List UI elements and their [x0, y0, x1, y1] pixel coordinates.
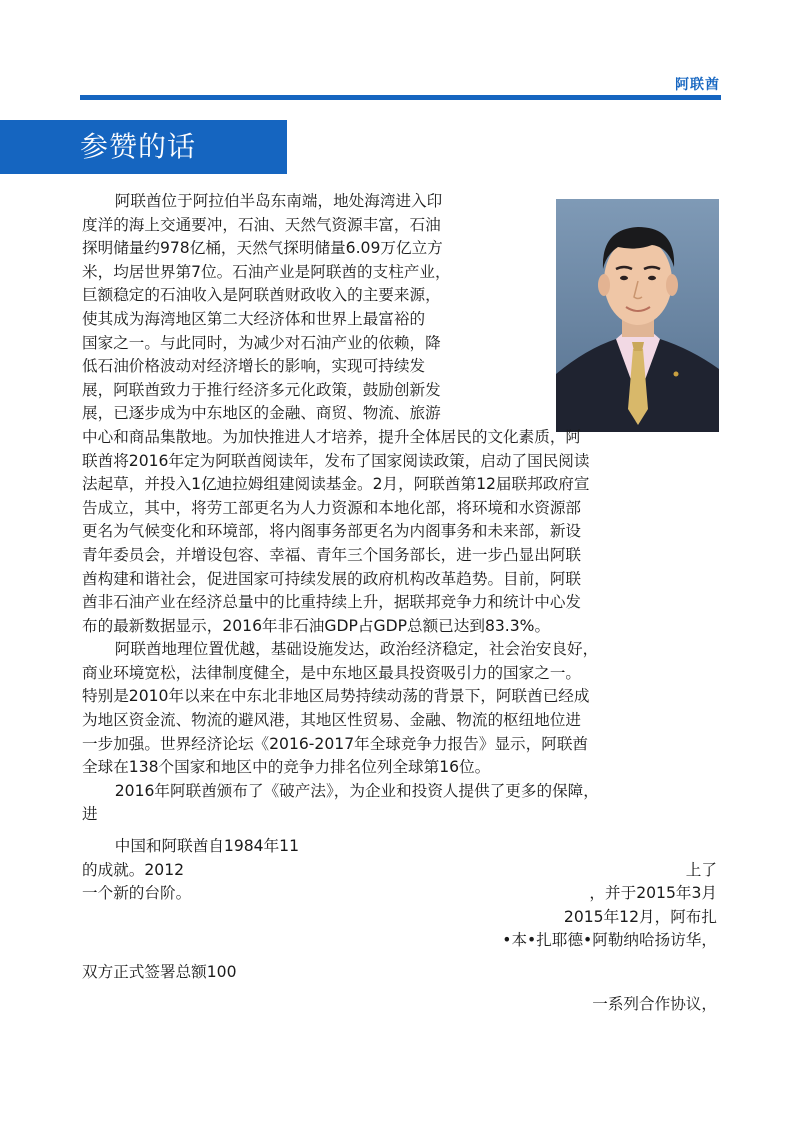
text-line: 2016年阿联酋颁布了《破产法》，为企业和投资人提供了更多的保障， [114, 781, 599, 800]
text-fragment: 一个新的台阶。 [82, 884, 192, 903]
text-line: 度洋的海上交通要冲，石油、天然气资源丰富，石油 [82, 215, 441, 234]
article-body [82, 190, 722, 1016]
running-header-title: 阿联酋 [675, 77, 720, 93]
text-line: 中心和商品集散地。为加快推进人才培养，提升全体居民的文化素质，阿 [82, 427, 582, 446]
text-line: 国家之一。与此同时，为减少对石油产业的依赖，降 [82, 333, 441, 352]
text-fragment: 上了 [685, 860, 717, 879]
text-line: 阿联酋位于阿拉伯半岛东南端，地处海湾进入印 [114, 192, 443, 210]
text-line: 更名为气候变化和环境部，将内阁事务部更名为内阁事务和未来部，新设 [82, 522, 582, 541]
text-line: 中国和阿联酋自1984年11 [114, 837, 300, 856]
text-line: 低石油价格波动对经济增长的影响，实现可持续发 [82, 357, 426, 376]
text-line: 探明储量约978亿桶，天然气探明储量6.09万亿立方 [82, 239, 443, 258]
text-fragment: ，并于2015年3月 [589, 884, 717, 903]
text-line-split [82, 859, 722, 883]
text-line: 酋构建和谐社会，促进国家可持续发展的政府机构改革趋势。目前，阿联 [82, 569, 582, 588]
paragraph-4 [82, 835, 722, 1016]
text-line: 展，阿联酋致力于推行经济多元化政策，鼓励创新发 [82, 380, 441, 399]
text-line: 阿联酋地理位置优越，基础设施发达，政治经济稳定，社会治安良好， [114, 640, 599, 659]
text-line: 全球在138个国家和地区中的竞争力排名位列全球第16位。 [82, 758, 491, 777]
paragraph-2 [82, 638, 722, 780]
text-line-split [82, 882, 722, 906]
text-line: 展，已逐步成为中东地区的金融、商贸、物流、旅游 [82, 404, 441, 423]
text-line: 一步加强。世界经济论坛《2016-2017年全球竞争力报告》显示，阿联酋 [82, 734, 589, 753]
section-title: 参赞的话 [0, 120, 287, 174]
text-line: 双方正式签署总额100 [82, 963, 237, 981]
text-line: 青年委员会，并增设包容、幸福、青年三个国务部长，进一步凸显出阿联 [82, 545, 582, 564]
text-line: 酋非石油产业在经济总量中的比重持续上升，据联邦竞争力和统计中心发 [82, 593, 582, 612]
text-line: 米，均居世界第7位。石油产业是阿联酋的支柱产业， [82, 262, 451, 281]
text-line: 特别是2010年以来在中东北非地区局势持续动荡的背景下，阿联酋已经成 [82, 687, 590, 706]
header-rule [80, 95, 721, 100]
paragraph-1 [82, 190, 722, 638]
text-line: 巨额稳定的石油收入是阿联酋财政收入的主要来源， [82, 286, 441, 305]
text-line: 进 [82, 805, 98, 824]
text-line: 2015年12月，阿布扎 [563, 907, 717, 926]
text-line: 布的最新数据显示，2016年非石油GDP占GDP总额已达到83.3%。 [82, 616, 551, 635]
text-line: 商业环境宽松，法律制度健全，是中东地区最具投资吸引力的国家之一。 [82, 663, 582, 682]
text-fragment: 的成就。2012 [82, 860, 185, 879]
text-line: 告成立，其中，将劳工部更名为人力资源和本地化部，将环境和水资源部 [82, 498, 582, 517]
text-line: 一系列合作协议， [592, 994, 717, 1013]
paragraph-3 [82, 780, 722, 827]
text-line: 为地区资金流、物流的避风港，其地区性贸易、金融、物流的枢纽地位进 [82, 711, 582, 730]
text-line: •本•扎耶德•阿勒纳哈扬访华， [502, 931, 717, 950]
text-line: 联酋将2016年定为阿联酋阅读年，发布了国家阅读政策，启动了国民阅读 [82, 451, 590, 470]
text-line: 法起草，并投入1亿迪拉姆组建阅读基金。2月，阿联酋第12届联邦政府宣 [82, 475, 590, 494]
text-line: 使其成为海湾地区第二大经济体和世界上最富裕的 [82, 309, 426, 328]
